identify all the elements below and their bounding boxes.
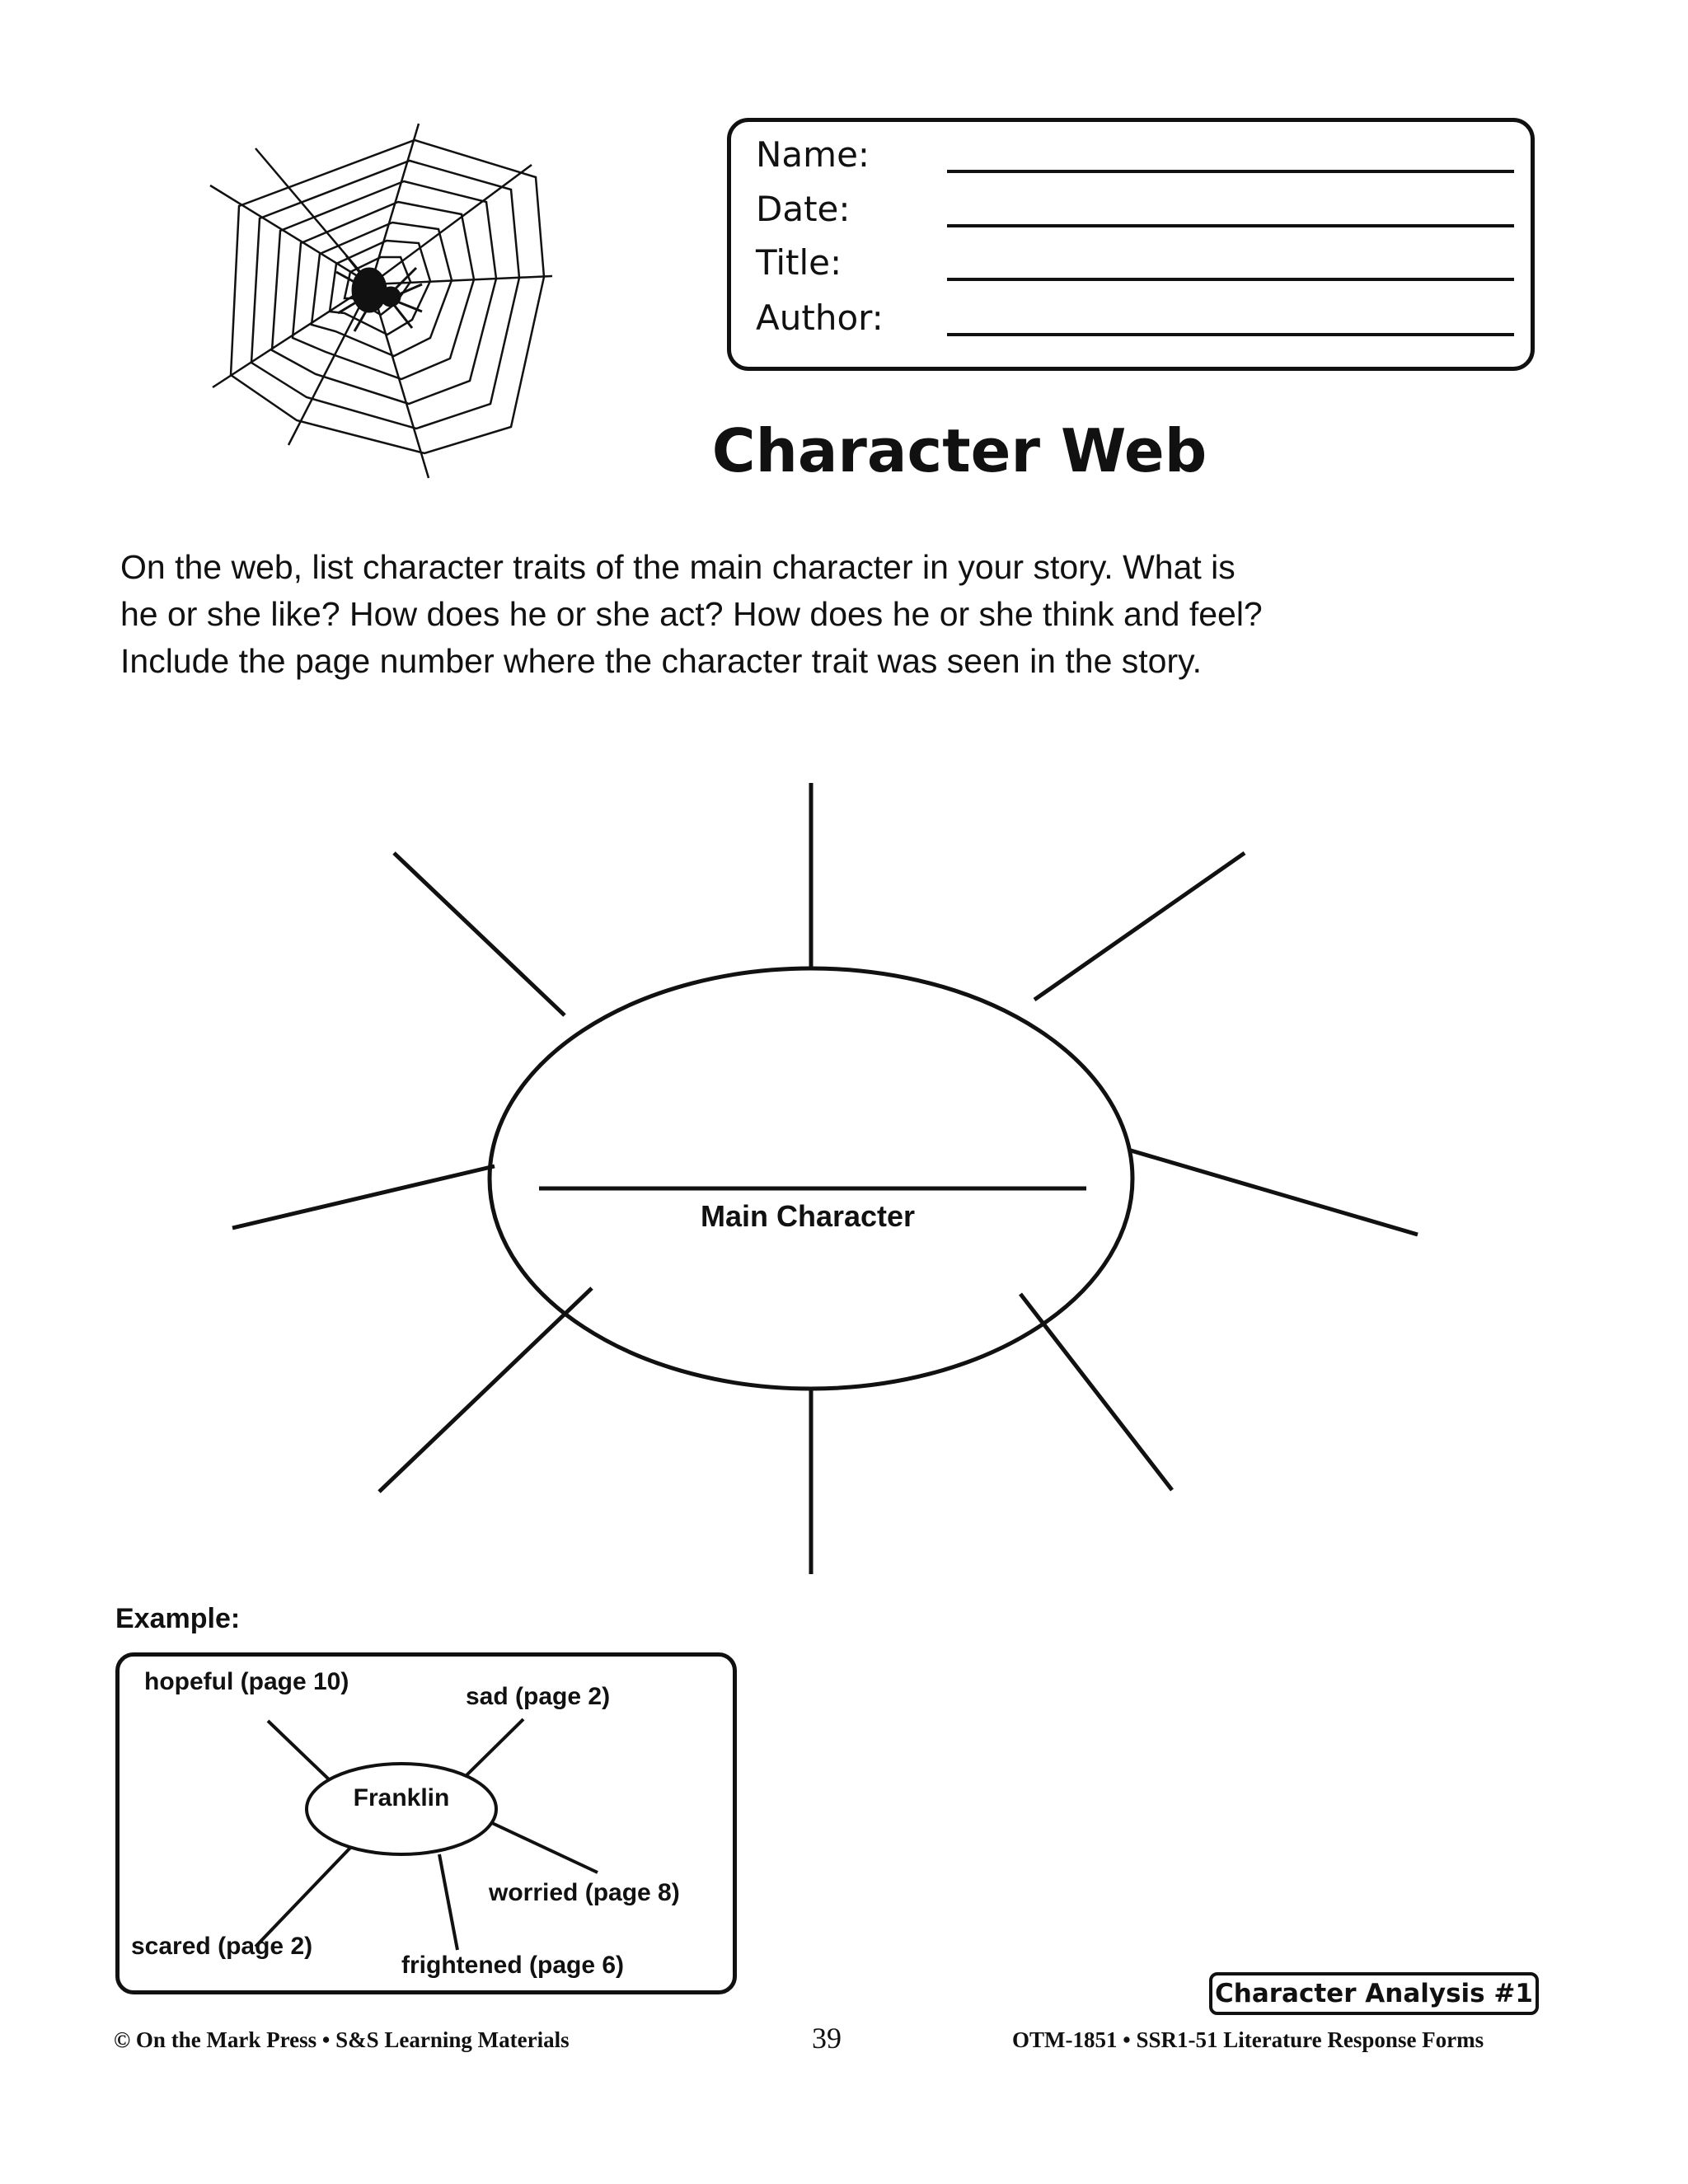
example-spoke — [492, 1823, 598, 1872]
trait-page: (page 8) — [584, 1879, 680, 1906]
web-spoke — [379, 1288, 592, 1492]
example-trait — [489, 1879, 680, 1907]
example-heading: Example: — [115, 1603, 241, 1634]
example-spoke — [439, 1854, 457, 1950]
main-character-label: Main Character — [700, 1199, 916, 1233]
trait-page: (page 6) — [529, 1952, 625, 1979]
instruction-line: he or she like? How does he or she act? How does he or she think and feel? — [120, 595, 1263, 633]
web-spoke — [1020, 1294, 1172, 1490]
worksheet-tag: Character Analysis #1 — [1209, 1972, 1539, 2015]
web-spoke — [232, 1166, 495, 1228]
author-label: Author: — [756, 298, 884, 338]
example-trait — [131, 1933, 312, 1961]
example-trait — [144, 1668, 349, 1696]
instruction-line: On the web, list character traits of the main character in your story. What is — [120, 548, 1236, 586]
trait-page: (page 10) — [240, 1668, 349, 1695]
date-label: Date: — [756, 189, 851, 229]
example-box — [115, 1652, 737, 1994]
trait-page: (page 2) — [218, 1933, 313, 1960]
footer-series: OTM-1851 • SSR1-51 Literature Response Forms — [1012, 2027, 1484, 2052]
page-number: 39 — [812, 2022, 842, 2055]
web-spoke — [1131, 1151, 1418, 1235]
example-spoke — [256, 1848, 350, 1947]
instruction-line: Include the page number where the character trait was seen in the story. — [120, 642, 1202, 680]
footer-copyright: © On the Mark Press • S&S Learning Materials — [114, 2027, 570, 2052]
example-spoke — [268, 1721, 330, 1780]
trait-page: (page 2) — [515, 1683, 611, 1710]
trait-word: sad — [466, 1683, 509, 1710]
trait-word: hopeful — [144, 1668, 234, 1695]
example-trait — [466, 1683, 610, 1711]
example-spoke — [466, 1719, 523, 1776]
web-spoke — [1034, 853, 1245, 1000]
main-character-oval — [490, 968, 1132, 1389]
example-trait — [401, 1952, 624, 1980]
page-title: Character Web — [711, 416, 1207, 485]
example-center-label: Franklin — [353, 1784, 450, 1811]
trait-word: scared — [131, 1933, 211, 1960]
trait-word: worried — [489, 1879, 579, 1906]
title-label: Title: — [756, 242, 842, 283]
trait-word: frightened — [401, 1952, 523, 1979]
name-label: Name: — [756, 134, 870, 175]
web-spoke — [394, 853, 565, 1015]
